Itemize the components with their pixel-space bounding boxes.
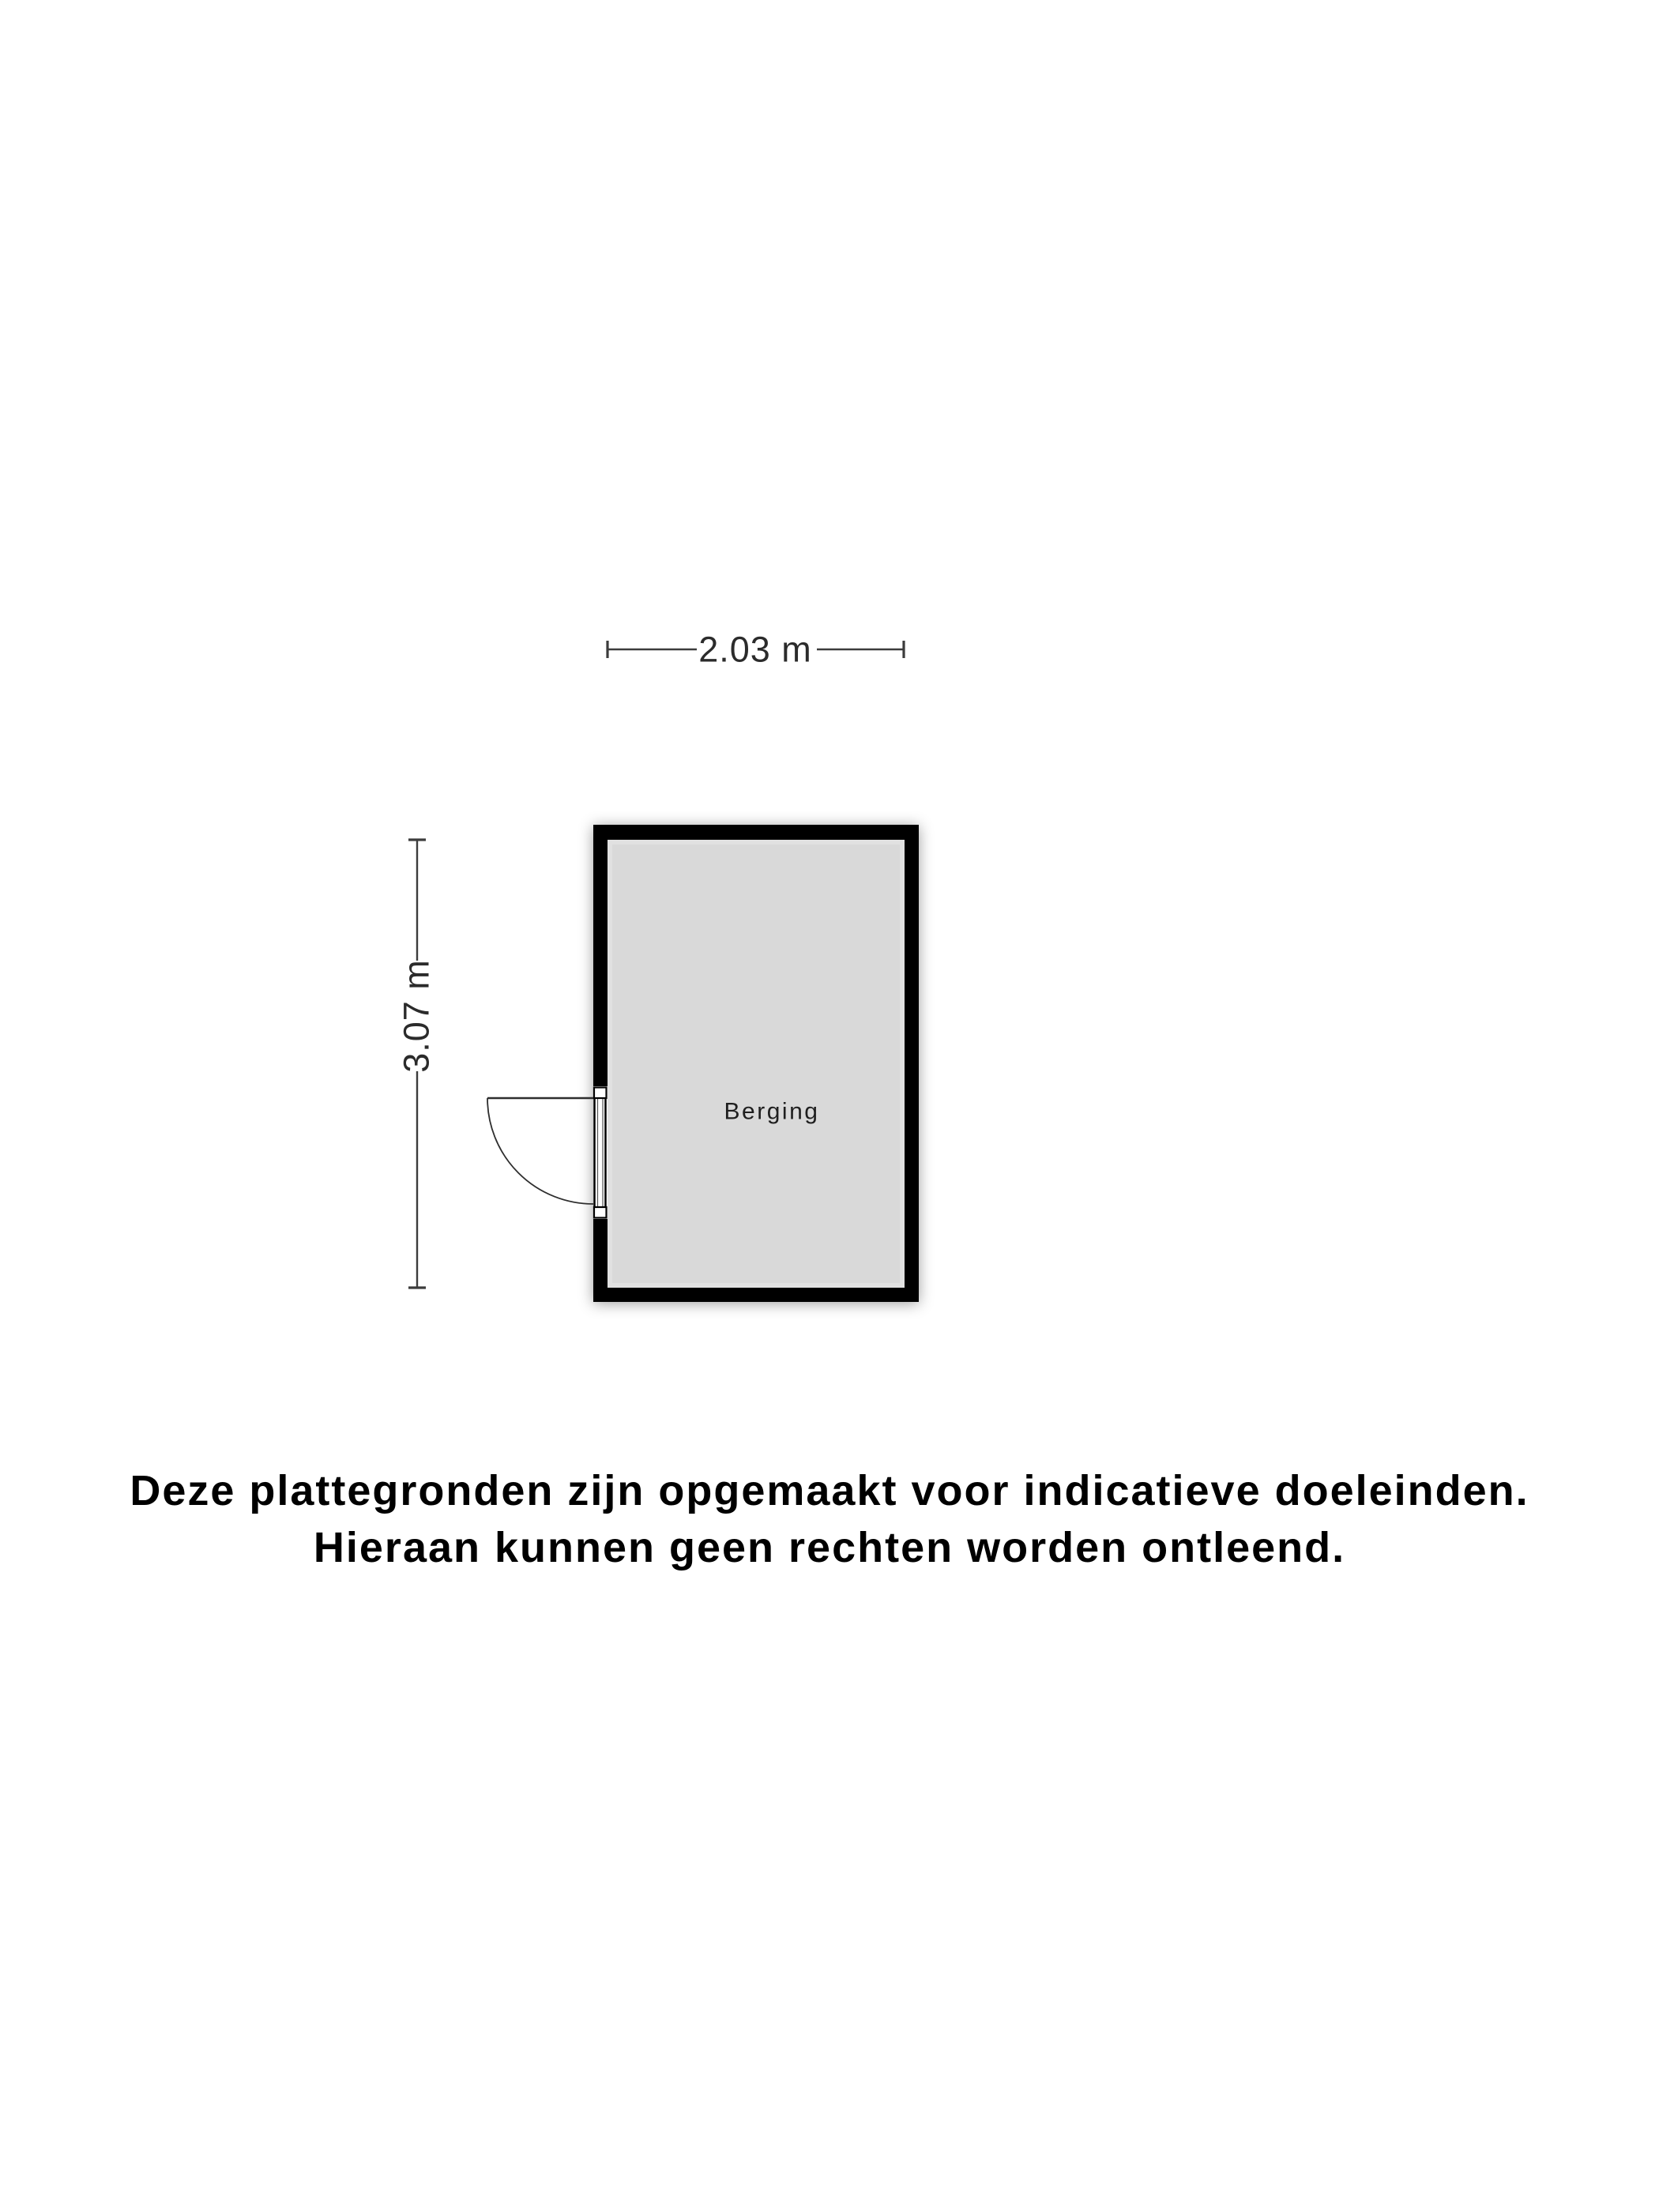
disclaimer-line-2: Hieraan kunnen geen rechten worden ontleend. — [313, 1524, 1346, 1571]
disclaimer — [0, 1462, 1659, 1576]
door — [487, 1088, 607, 1218]
height-dimension-label: 3.07 m — [396, 959, 437, 1073]
disclaimer-line-1: Deze plattegronden zijn opgemaakt voor indicatieve doeleinden. — [130, 1467, 1529, 1514]
height-dimension — [397, 840, 437, 1288]
width-dimension-label: 2.03 m — [698, 629, 812, 670]
room-label: Berging — [724, 1098, 820, 1125]
room-walls — [593, 825, 919, 1302]
width-dimension — [608, 630, 904, 670]
door-swing-arc — [487, 1098, 593, 1204]
door-jamb-bottom — [594, 1207, 607, 1218]
room-floor — [608, 840, 905, 1288]
door-jamb-top — [594, 1088, 607, 1099]
